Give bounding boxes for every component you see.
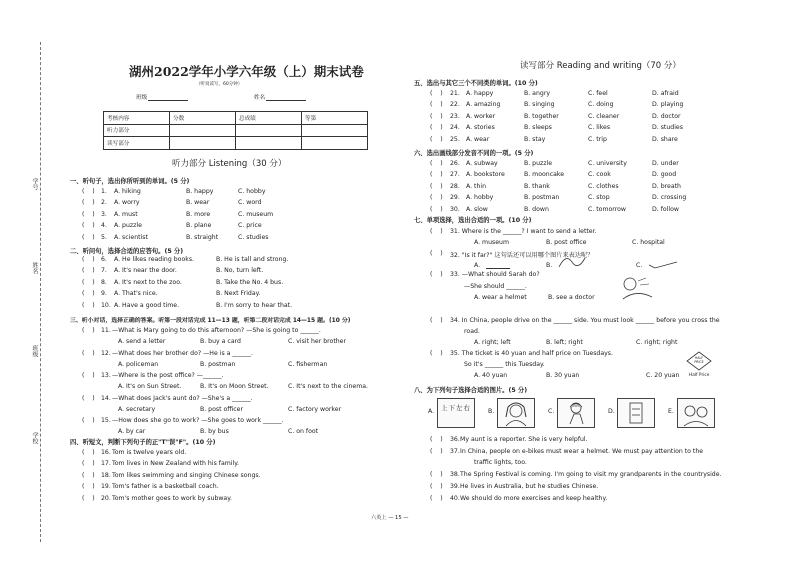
option-a: A. thin bbox=[466, 182, 487, 190]
q31-bracket[interactable]: ( ) bbox=[430, 228, 443, 235]
answer-bracket-4[interactable]: ( ) bbox=[82, 222, 95, 230]
sec6-title: 六、选出画线部分发音不同的一项。(5 分) bbox=[414, 150, 534, 157]
answer-bracket-11[interactable]: ( ) bbox=[82, 327, 95, 334]
answer-bracket-5[interactable]: ( ) bbox=[82, 233, 95, 241]
answer-bracket-29[interactable]: ( ) bbox=[430, 194, 443, 202]
option-a: A. worker bbox=[466, 112, 496, 120]
item-number: 8. bbox=[101, 278, 107, 286]
answer-bracket-1[interactable]: ( ) bbox=[82, 188, 95, 195]
statement-text: Tom's father is a basketball coach. bbox=[112, 483, 219, 491]
score-row-reading: 读写部分 bbox=[104, 137, 170, 150]
option-b: B. thank bbox=[524, 182, 550, 190]
option-b: B. plane bbox=[186, 222, 212, 230]
score-cell[interactable] bbox=[236, 137, 302, 150]
option-b: B. stay bbox=[524, 135, 546, 143]
answer-bracket-10[interactable]: ( ) bbox=[82, 301, 95, 309]
margin-label-name: 姓名 bbox=[31, 262, 38, 274]
pic-label-e: E. bbox=[668, 408, 674, 415]
option-d: D. playing bbox=[652, 101, 684, 109]
answer-bracket-8[interactable]: ( ) bbox=[82, 278, 95, 286]
answer-bracket-17[interactable]: ( ) bbox=[82, 460, 95, 468]
score-table bbox=[103, 111, 368, 150]
score-cell[interactable] bbox=[236, 124, 302, 137]
margin-label-class: 班级 bbox=[31, 345, 38, 357]
question-text: —What does her brother do? —He is a ______. bbox=[112, 349, 253, 357]
option-b: B. angry bbox=[524, 90, 551, 97]
q35-text: 35. The ticket is 40 yuan and half price on Tuesdays. bbox=[450, 350, 613, 357]
exam-subtitle: （听说读写，60分钟） bbox=[196, 82, 243, 87]
sentence-text: The Spring Festival is coming. I'm going to visit my grandparents in the countryside. bbox=[460, 471, 722, 478]
q34-option-b: B. left; right bbox=[546, 339, 583, 346]
answer-bracket-40[interactable]: ( ) bbox=[430, 495, 443, 502]
option-a: A. scientist bbox=[114, 233, 148, 241]
item-number: 22. bbox=[450, 101, 460, 109]
q35-option-b: B. 30 yuan bbox=[546, 372, 580, 379]
option-b: B. singing bbox=[524, 101, 555, 109]
option-a: A. That's nice. bbox=[114, 290, 158, 298]
option-a: A. It's near the door. bbox=[114, 267, 177, 275]
sentence-text: He lives in Australia, but he studies Chinese. bbox=[460, 483, 599, 490]
item-number: 27. bbox=[450, 171, 460, 179]
q31-option-b: B. post office bbox=[546, 239, 587, 246]
q31-option-a: A. museum bbox=[474, 239, 509, 246]
sec3-title: 三、听小对话，选择正确的答案。听第一段对话完成 11—13 题，听第二段对话完成 14—15 题。(10 分) bbox=[70, 318, 351, 324]
option-a: A. secretary bbox=[118, 405, 156, 413]
sign-text: HALF PRICE bbox=[694, 356, 704, 364]
option-b: B. down bbox=[524, 205, 549, 213]
option-c: C. hobby bbox=[238, 188, 266, 195]
option-c: C. studies bbox=[238, 233, 269, 241]
page-footer: 六英上 — 15 — bbox=[371, 515, 409, 521]
score-cell[interactable] bbox=[302, 124, 368, 137]
pic-label-d: D. bbox=[608, 408, 615, 415]
item-number: 16. bbox=[101, 449, 111, 456]
binding-line bbox=[40, 42, 41, 542]
q35-bracket[interactable]: ( ) bbox=[430, 350, 443, 357]
pic-label-b: B. bbox=[488, 408, 495, 415]
name-label: 姓名 bbox=[254, 95, 266, 101]
answer-bracket-25[interactable]: ( ) bbox=[430, 135, 443, 143]
option-c: C. visit her brother bbox=[288, 338, 347, 345]
q33-sick-girl-icon bbox=[620, 275, 654, 301]
option-a: A. policeman bbox=[118, 360, 159, 368]
answer-bracket-2[interactable]: ( ) bbox=[82, 199, 95, 207]
answer-bracket-12[interactable]: ( ) bbox=[82, 349, 95, 357]
q35-option-a: A. 40 yuan bbox=[474, 372, 508, 379]
option-a: A. hiking bbox=[114, 188, 141, 195]
item-number: 13. bbox=[101, 372, 111, 379]
item-number: 28. bbox=[450, 182, 460, 190]
score-cell[interactable] bbox=[302, 137, 368, 150]
q34-option-a: A. right; left bbox=[474, 339, 511, 346]
option-c: C. tomorrow bbox=[588, 205, 626, 213]
option-b: B. mooncake bbox=[524, 171, 565, 179]
answer-bracket-6[interactable]: ( ) bbox=[82, 256, 95, 263]
item-number: 9. bbox=[101, 290, 107, 298]
option-c: C. price bbox=[238, 222, 262, 230]
reading-title: 读写部分 Reading and writing（70 分） bbox=[520, 61, 681, 71]
item-number: 2. bbox=[101, 199, 107, 207]
answer-bracket-3[interactable]: ( ) bbox=[82, 210, 95, 218]
pic-a-text: 上下左右 bbox=[441, 404, 471, 412]
option-c: C. trip bbox=[588, 135, 607, 143]
answer-bracket-7[interactable]: ( ) bbox=[82, 267, 95, 275]
option-a: A. bookstore bbox=[466, 171, 505, 179]
listening-title: 听力部分 Listening（30 分） bbox=[172, 159, 287, 169]
option-a: A. wear bbox=[466, 135, 490, 143]
q35-text-2: So it's ______ this Tuesday. bbox=[464, 361, 545, 368]
sec7-title: 七、单项选择，选出合适的一项。(10 分) bbox=[414, 217, 532, 224]
answer-bracket-23[interactable]: ( ) bbox=[430, 112, 443, 120]
option-a: A. stories bbox=[466, 124, 495, 132]
option-c: C. fisherman bbox=[288, 360, 328, 368]
option-a: A. It's next to the zoo. bbox=[114, 278, 182, 286]
sentence-text: In China, people on e-bikes must wear a helmet. We must pay attention to the bbox=[460, 448, 704, 455]
option-b: B. puzzle bbox=[524, 160, 553, 167]
item-number: 7. bbox=[101, 267, 107, 275]
statement-text: Tom likes swimming and singing Chinese songs. bbox=[112, 471, 261, 479]
option-d: D. under bbox=[652, 160, 679, 167]
option-b: B. Take the No. 4 bus. bbox=[216, 278, 284, 286]
answer-bracket-27[interactable]: ( ) bbox=[430, 171, 443, 179]
name-line bbox=[266, 100, 306, 101]
option-a: A. happy bbox=[466, 90, 494, 97]
pic-d-spring-festival-icon bbox=[617, 398, 655, 428]
sec1-title: 一、听句子，选出你所听到的单词。(5 分) bbox=[70, 178, 190, 185]
option-c: C. university bbox=[588, 160, 627, 167]
score-cell[interactable] bbox=[170, 137, 236, 150]
question-text: —How does she go to work? —She goes to work ______. bbox=[112, 417, 284, 424]
option-c: C. cleaner bbox=[588, 112, 620, 120]
answer-bracket-24[interactable]: ( ) bbox=[430, 124, 443, 132]
pic-c-helmet-rider-icon bbox=[557, 398, 595, 428]
answer-bracket-36[interactable]: ( ) bbox=[430, 436, 443, 443]
q33-bracket[interactable]: ( ) bbox=[430, 271, 443, 278]
q33-option-b: B. see a doctor bbox=[548, 294, 595, 301]
item-number: 1. bbox=[101, 188, 107, 195]
item-number: 19. bbox=[101, 483, 111, 491]
option-b: B. sleeps bbox=[524, 124, 552, 132]
q34-text-2: road. bbox=[464, 328, 480, 335]
option-a: A. He likes reading books. bbox=[114, 256, 195, 263]
q32-option-c: C. bbox=[636, 262, 643, 269]
option-b: B. It's on Moon Street. bbox=[200, 383, 269, 390]
option-b: B. wear bbox=[186, 199, 210, 207]
item-number: 30. bbox=[450, 205, 460, 213]
sec5-title: 五、选出与其它三个不同类的单词。(10 分) bbox=[414, 80, 538, 87]
class-label: 班级 bbox=[136, 95, 148, 101]
answer-bracket-30[interactable]: ( ) bbox=[430, 205, 443, 213]
item-number: 18. bbox=[101, 471, 111, 479]
answer-bracket-13[interactable]: ( ) bbox=[82, 372, 95, 379]
item-number: 11. bbox=[101, 327, 111, 334]
item-number: 23. bbox=[450, 112, 460, 120]
option-c: C. museum bbox=[238, 210, 274, 218]
score-header-content: 考核内容 bbox=[104, 112, 170, 125]
option-a: A. hobby bbox=[466, 194, 494, 202]
item-number: 38. bbox=[450, 471, 460, 478]
item-number: 40. bbox=[450, 495, 460, 502]
statement-text: Tom is twelve years old. bbox=[112, 449, 187, 456]
option-c: C. word bbox=[238, 199, 262, 207]
option-d: D. afraid bbox=[652, 90, 679, 97]
option-b: B. He is tall and strong. bbox=[216, 256, 289, 263]
option-c: C. It's next to the cinema. bbox=[288, 383, 369, 390]
item-number: 4. bbox=[101, 222, 107, 230]
q34-text: 34. In China, people drive on the ______ side. You must look ______ before you cross the bbox=[450, 317, 720, 324]
option-d: D. follow bbox=[652, 205, 679, 213]
sentence-text: My aunt is a reporter. She is very helpful. bbox=[460, 436, 588, 443]
q33-option-a: A. wear a helmet bbox=[474, 294, 527, 301]
score-row-listening: 听力部分 bbox=[104, 124, 170, 137]
exam-title: 湖州2022学年小学六年级（上）期末试卷 bbox=[129, 64, 364, 79]
sentence-text-continued: traffic lights, too. bbox=[474, 459, 527, 466]
option-b: B. together bbox=[524, 112, 559, 120]
answer-bracket-19[interactable]: ( ) bbox=[82, 483, 95, 491]
item-number: 29. bbox=[450, 194, 460, 202]
item-number: 6. bbox=[101, 256, 107, 263]
option-d: D. doctor bbox=[652, 112, 681, 120]
statement-text: Tom's mother goes to work by subway. bbox=[112, 494, 232, 502]
answer-bracket-26[interactable]: ( ) bbox=[430, 160, 443, 167]
sentence-text: We should do more exercises and keep healthy. bbox=[460, 495, 608, 502]
answer-bracket-15[interactable]: ( ) bbox=[82, 417, 95, 424]
q32-bracket[interactable]: ( ) bbox=[430, 250, 443, 257]
option-a: A. puzzle bbox=[114, 222, 142, 230]
option-c: C. likes bbox=[588, 124, 611, 132]
answer-bracket-28[interactable]: ( ) bbox=[430, 182, 443, 190]
option-d: D. crossing bbox=[652, 194, 687, 202]
option-b: B. postman bbox=[524, 194, 560, 202]
option-a: A. must bbox=[114, 210, 138, 218]
item-number: 14. bbox=[101, 394, 111, 402]
item-number: 5. bbox=[101, 233, 107, 241]
option-a: A. send a letter bbox=[118, 338, 166, 345]
item-number: 17. bbox=[101, 460, 111, 468]
answer-bracket-39[interactable]: ( ) bbox=[430, 483, 443, 490]
question-text: —What is Mary going to do this afternoon? —She is going to ______. bbox=[112, 327, 321, 334]
q32-text: 32. "Is it far?" 这句话还可以用哪个图片来表达呢？ bbox=[450, 252, 594, 259]
score-cell[interactable] bbox=[170, 124, 236, 137]
option-b: B. I'm sorry to hear that. bbox=[216, 301, 293, 309]
item-number: 10. bbox=[101, 301, 111, 309]
margin-label-id: 学号 bbox=[31, 178, 38, 190]
sec2-title: 二、听问句，选择合适的应答句。(5 分) bbox=[70, 248, 184, 255]
question-text: —Where is the post office? —______. bbox=[112, 372, 224, 379]
option-a: A. It's on Sun Street. bbox=[118, 383, 182, 390]
answer-bracket-21[interactable]: ( ) bbox=[430, 90, 443, 97]
option-a: A. worry bbox=[114, 199, 140, 207]
option-b: B. by bus bbox=[200, 428, 229, 435]
pic-e-exercise-icon bbox=[677, 398, 715, 428]
answer-bracket-22[interactable]: ( ) bbox=[430, 101, 443, 109]
q32-option-a: A. bbox=[474, 262, 481, 269]
option-d: D. share bbox=[652, 135, 678, 143]
answer-bracket-16[interactable]: ( ) bbox=[82, 449, 95, 456]
option-a: A. Have a good time. bbox=[114, 301, 180, 309]
margin-label-school: 学校 bbox=[31, 432, 38, 444]
q33-text: 33. —What should Sarah do? bbox=[450, 271, 540, 278]
item-number: 26. bbox=[450, 160, 460, 167]
q32-option-b: B. bbox=[546, 262, 553, 269]
score-header-grade: 等第 bbox=[302, 112, 368, 125]
q35-option-c: C. 20 yuan bbox=[646, 372, 680, 379]
q31-text: 31. Where is the ______? I want to send a letter. bbox=[450, 228, 597, 235]
item-number: 37. bbox=[450, 448, 460, 455]
q34-bracket[interactable]: ( ) bbox=[430, 317, 443, 324]
q33-text-2: —She should ______. bbox=[464, 283, 527, 290]
item-number: 39. bbox=[450, 483, 460, 490]
pic-label-c: C. bbox=[548, 408, 555, 415]
option-b: B. buy a card bbox=[200, 338, 241, 345]
question-text: —What does Jack's aunt do? —She's a ______. bbox=[112, 394, 253, 402]
option-c: C. cook bbox=[588, 171, 611, 179]
option-c: C. factory worker bbox=[288, 405, 342, 413]
answer-bracket-14[interactable]: ( ) bbox=[82, 394, 95, 402]
option-c: C. stop bbox=[588, 194, 610, 202]
q32-check-c bbox=[648, 259, 678, 269]
option-a: A. subway bbox=[466, 160, 498, 167]
option-b: B. Next Friday. bbox=[216, 290, 261, 298]
option-c: C. doing bbox=[588, 101, 614, 109]
pic-label-a: A. bbox=[428, 408, 435, 415]
answer-bracket-20[interactable]: ( ) bbox=[82, 494, 95, 502]
option-b: B. post officer bbox=[200, 405, 244, 413]
pic-b-reporter-icon bbox=[497, 398, 535, 428]
option-a: A. by car bbox=[118, 428, 146, 435]
answer-bracket-9[interactable]: ( ) bbox=[82, 290, 95, 298]
item-number: 36. bbox=[450, 436, 460, 443]
q32-line-a bbox=[486, 268, 510, 269]
item-number: 20. bbox=[101, 494, 111, 502]
item-number: 12. bbox=[101, 349, 111, 357]
option-b: B. postman bbox=[200, 360, 236, 368]
answer-bracket-38[interactable]: ( ) bbox=[430, 471, 443, 478]
option-b: B. No, turn left. bbox=[216, 267, 264, 275]
score-header-score: 分数 bbox=[170, 112, 236, 125]
sign-caption: Half Price bbox=[689, 373, 710, 378]
option-a: A. amazing bbox=[466, 101, 501, 109]
item-number: 21. bbox=[450, 90, 460, 97]
statement-text: Tom lives in New Zealand with his family. bbox=[112, 460, 239, 468]
sec4-title: 四、听短文，判断下列句子的正"T"误"F"。(10 分) bbox=[70, 439, 216, 446]
option-b: B. straight bbox=[186, 233, 219, 241]
answer-bracket-37[interactable]: ( ) bbox=[430, 448, 443, 455]
option-c: C. clothes bbox=[588, 182, 619, 190]
score-header-total: 总成绩 bbox=[236, 112, 302, 125]
option-c: C. on foot bbox=[288, 428, 319, 435]
option-c: C. feel bbox=[588, 90, 608, 97]
sec8-title: 八、为下列句子选择合适的图片。(5 分) bbox=[414, 387, 528, 394]
class-line bbox=[148, 100, 188, 101]
option-d: D. good bbox=[652, 171, 677, 179]
option-d: D. studies bbox=[652, 124, 683, 132]
item-number: 25. bbox=[450, 135, 460, 143]
option-b: B. more bbox=[186, 210, 211, 218]
option-b: B. happy bbox=[186, 188, 214, 195]
q34-option-c: C. right; right bbox=[636, 339, 678, 346]
option-a: A. slow bbox=[466, 205, 488, 213]
q32-curve-b bbox=[558, 255, 586, 269]
q31-option-c: C. hospital bbox=[632, 239, 665, 246]
item-number: 3. bbox=[101, 210, 107, 218]
item-number: 24. bbox=[450, 124, 460, 132]
answer-bracket-18[interactable]: ( ) bbox=[82, 471, 95, 479]
option-d: D. breath bbox=[652, 182, 681, 190]
item-number: 15. bbox=[101, 417, 111, 424]
